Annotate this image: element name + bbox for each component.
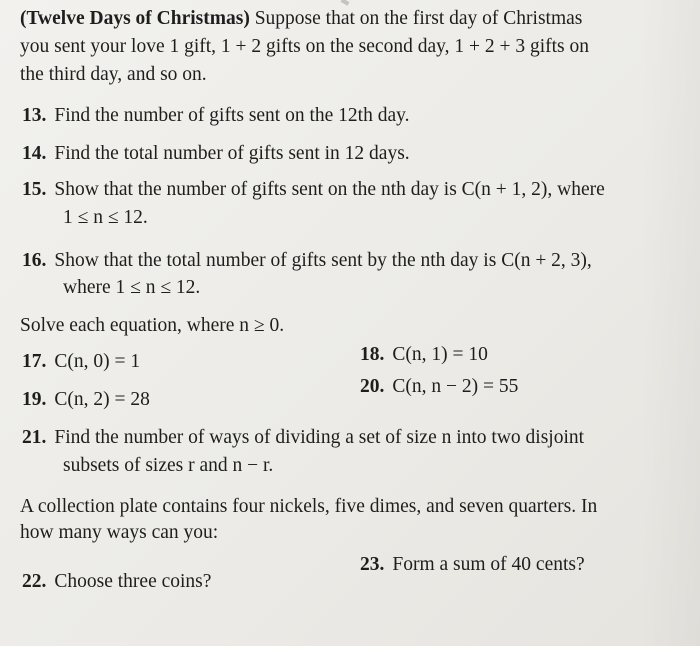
problem-15-continued: 1 ≤ n ≤ 12. xyxy=(63,207,148,228)
problem-text: Choose three coins? xyxy=(54,571,212,592)
problem-21-continued: subsets of sizes r and n − r. xyxy=(63,455,274,476)
problem-number: 15. xyxy=(22,179,47,200)
problem-number: 21. xyxy=(22,427,47,448)
problem-number: 13. xyxy=(22,105,47,126)
problem-number: 14. xyxy=(22,143,47,164)
pen-mark xyxy=(341,0,350,6)
problem-13 xyxy=(22,104,409,127)
page-shadow xyxy=(640,0,700,646)
solve-heading: Solve each equation, where n ≥ 0. xyxy=(20,315,285,336)
equation-20 xyxy=(360,375,518,398)
problem-number: 20. xyxy=(360,376,385,397)
problem-text: Find the total number of gifts sent in 12 days. xyxy=(54,143,410,164)
intro-line-2: you sent your love 1 gift, 1 + 2 gifts on the second day, 1 + 2 + 3 gifts on xyxy=(20,36,589,57)
problem-number: 22. xyxy=(22,571,47,592)
problem-text: Find the number of ways of dividing a set of size n into two disjoint xyxy=(54,427,585,448)
equation-text: C(n, n − 2) = 55 xyxy=(392,376,519,397)
problem-number: 17. xyxy=(22,351,47,372)
plate-line-2: how many ways can you: xyxy=(20,522,219,543)
intro-title: (Twelve Days of Christmas) xyxy=(20,8,250,29)
equation-text: C(n, 2) = 28 xyxy=(54,389,150,410)
problem-text: Show that the number of gifts sent on the nth day is C(n + 1, 2), where xyxy=(54,179,605,200)
problem-number: 23. xyxy=(360,554,385,575)
problem-text: Find the number of gifts sent on the 12th day. xyxy=(54,105,410,126)
problem-14 xyxy=(22,142,410,165)
problem-number: 16. xyxy=(22,250,47,271)
problem-number: 19. xyxy=(22,389,47,410)
problem-text: Show that the total number of gifts sent by the nth day is C(n + 2, 3), xyxy=(54,250,592,271)
intro-line-1 xyxy=(20,7,582,30)
intro-text: Suppose that on the first day of Christmas xyxy=(249,8,583,29)
problem-text: Form a sum of 40 cents? xyxy=(392,554,585,575)
problem-16 xyxy=(22,249,592,272)
problem-16-continued: where 1 ≤ n ≤ 12. xyxy=(63,277,201,298)
problem-15 xyxy=(22,178,605,201)
equation-18 xyxy=(360,343,488,366)
equation-19 xyxy=(22,388,150,411)
equation-text: C(n, 1) = 10 xyxy=(392,344,488,365)
equation-text: C(n, 0) = 1 xyxy=(54,351,141,372)
intro-line-3: the third day, and so on. xyxy=(20,64,207,85)
problem-21 xyxy=(22,426,584,449)
plate-line-1: A collection plate contains four nickels, five dimes, and seven quarters. In xyxy=(20,496,598,517)
problem-22 xyxy=(22,570,211,593)
problem-23 xyxy=(360,553,585,576)
equation-17 xyxy=(22,350,140,373)
problem-number: 18. xyxy=(360,344,385,365)
